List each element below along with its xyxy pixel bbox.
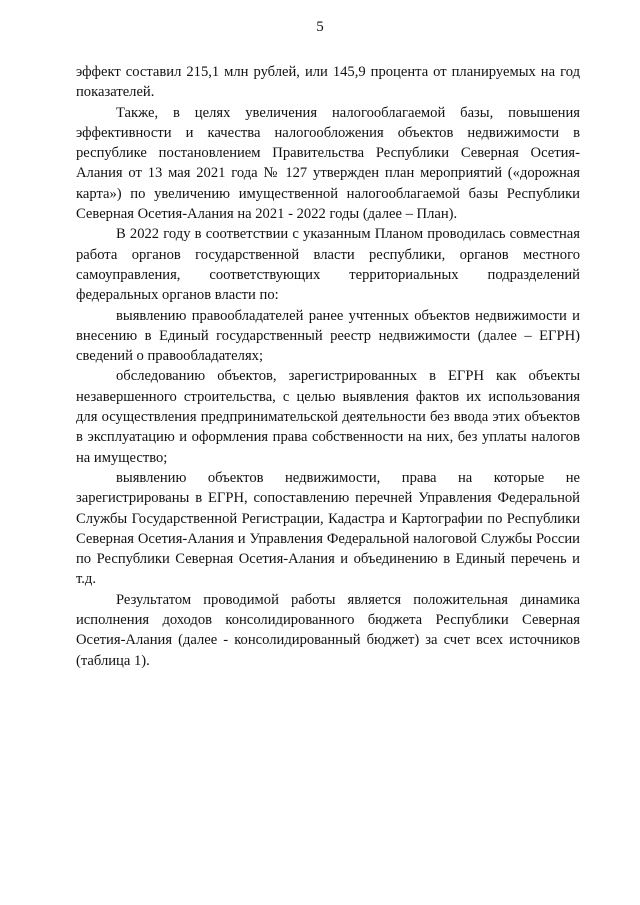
paragraph-result: Результатом проводимой работы является положительная динамика исполнения доходов консолидированного бюджета Республики Северная Осетия-Алания (далее - консолидированный бюджет) за счет всех источников (таблица 1). <box>76 591 580 669</box>
list-item-unregistered-objects: выявлению объектов недвижимости, права на которые не зарегистрированы в ЕГРН, сопоставлению перечней Управления Федеральной Службы Государственной Регистрации, Кадастра и Картографии по Республики Северная Осетия-Алания и Управления Федеральной налоговой Службы России по Республики Северная Осетия-Алания и объединению в Единый перечень и т.д. <box>76 469 580 588</box>
page-number: 5 <box>316 19 324 35</box>
paragraph-continuation: эффект составил 215,1 млн рублей, или 145,9 процента от планируемых на год показателей. <box>76 64 580 101</box>
document-body <box>76 62 580 671</box>
list-item-rights-holders: выявлению правообладателей ранее учтенных объектов недвижимости и внесению в Единый государственный реестр недвижимости (далее – ЕГРН) сведений о правообладателях; <box>76 307 580 365</box>
paragraph-joint-work: В 2022 году в соответствии с указанным Планом проводилась совместная работа органов государственной власти республики, органов местного самоуправления, соответствующих территориальных подразделений федеральных органов власти по: <box>76 226 580 304</box>
paragraph-roadmap-plan: Также, в целях увеличения налогооблагаемой базы, повышения эффективности и качества налогообложения объектов недвижимости в республике постановлением Правительства Республики Северная Осетия-Алания от 13 мая 2021 года № 127 утвержден план мероприятий («дорожная карта») по увеличению имущественной налогооблагаемой базы Республики Северная Осетия-Алания на 2021 - 2022 годы (далее – План). <box>76 104 580 223</box>
list-item-unfinished-construction: обследованию объектов, зарегистрированных в ЕГРН как объекты незавершенного строительства, с целью выявления фактов их использования для осуществления предпринимательской деятельности без ввода этих объектов в эксплуатацию и оформления права собственности на них, без уплаты налогов на имущество; <box>76 368 580 466</box>
